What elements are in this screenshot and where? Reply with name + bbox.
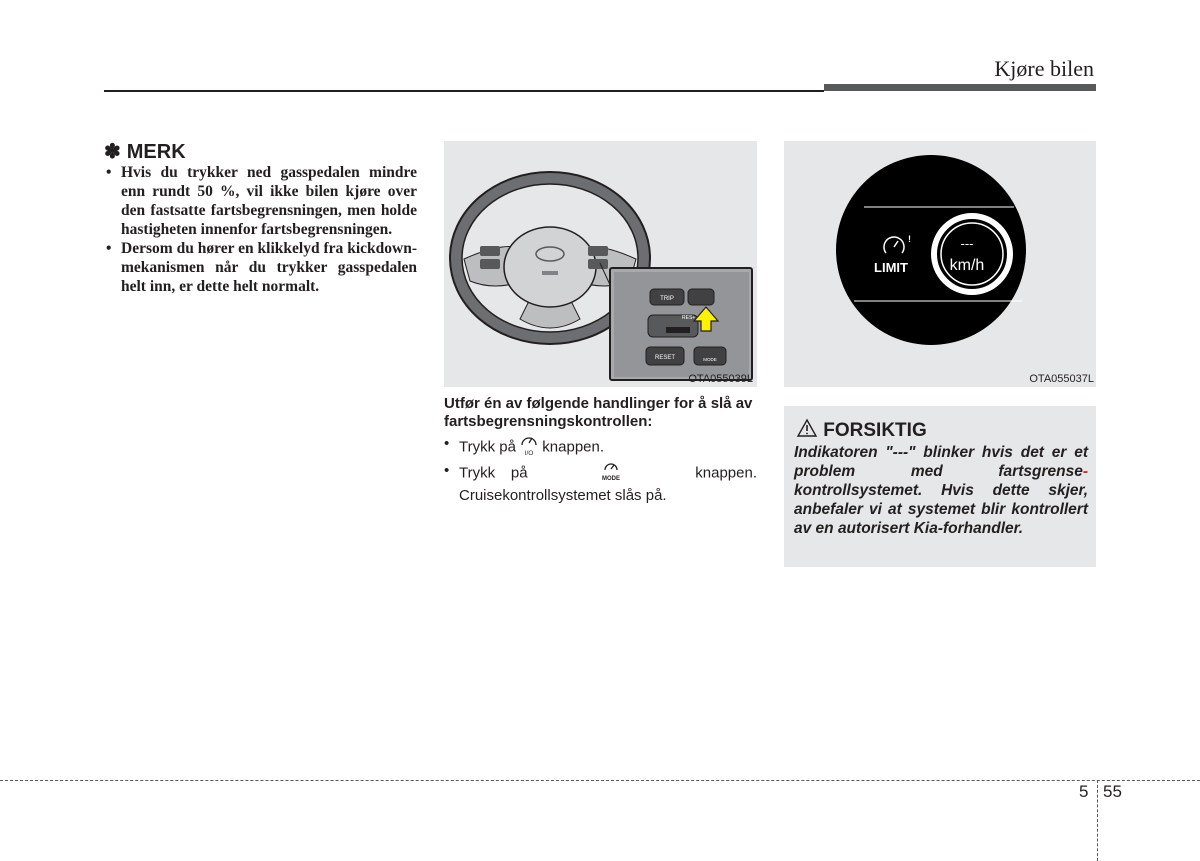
instructions-heading: Utfør én av følgende handlinger for å slå av fartsbegrensningskontrollen: — [444, 395, 753, 430]
speed-unit: km/h — [949, 257, 985, 274]
caution-hyphen: - — [1082, 463, 1088, 480]
instruction-text: Trykk på — [459, 438, 516, 456]
note-star-icon: ✽ — [104, 141, 121, 163]
warning-triangle-icon — [796, 418, 818, 444]
caution-text-part: Indikatoren "---" blinker hvis det er et problem med fartsgrense — [794, 444, 1088, 480]
caution-text-part: kontrollsystemet. Hvis dette skjer, anbefaler vi at systemet blir kontrollert av en autorisert Kia-forhandler. — [794, 482, 1088, 537]
trip-button-label: TRIP — [660, 296, 674, 302]
svg-text:MODE: MODE — [602, 476, 621, 481]
caution-title — [796, 418, 927, 444]
footer-rule — [0, 780, 1200, 781]
speed-readout: --- — [960, 236, 974, 251]
svg-text:!: ! — [908, 234, 911, 244]
mode-button-label: MODE — [703, 357, 717, 362]
instructions-list — [444, 434, 757, 505]
instruction-text: knappen. — [542, 438, 605, 456]
mode-button-icon — [599, 461, 623, 486]
figure-code: OTA055037L — [1029, 373, 1094, 385]
caution-title-text: FORSIKTIG — [823, 420, 927, 442]
limit-io-button-icon — [520, 434, 538, 461]
header-rule-accent — [824, 84, 1096, 91]
reset-button-label: RESET — [654, 355, 676, 361]
instruction-item — [444, 434, 757, 461]
header-rule — [104, 90, 824, 92]
instruction-text: knappen. Cruisekontrollsystemet slås på. — [459, 464, 757, 504]
limit-display-illustration — [784, 141, 1096, 387]
instruction-text: Trykk på — [459, 464, 528, 482]
note-item: • Dersom du hører en klikkelyd fra kickdown-mekanismen når du trykker gasspedalen helt inn, er dette helt normalt. — [104, 239, 417, 296]
svg-text:I/O: I/O — [524, 450, 534, 456]
cluster-display-figure — [784, 141, 1096, 387]
limit-label: LIMIT — [874, 260, 908, 275]
steering-wheel-illustration — [444, 141, 757, 387]
section-number: 5 — [1079, 782, 1089, 801]
caution-text — [794, 443, 1088, 538]
instruction-item — [444, 461, 757, 505]
figure-code: OTA055039L — [688, 373, 753, 385]
note-item: • Hvis du trykker ned gasspedalen mindre enn rundt 50 %, vil ikke bilen kjøre over den fastsatte fartsbegrensningen, men holde hastigheten innenfor fartsbegrensningen. — [104, 163, 417, 239]
note-list — [104, 163, 417, 296]
note-title-text: MERK — [126, 141, 186, 163]
section-title: Kjøre bilen — [994, 56, 1094, 81]
steering-wheel-figure — [444, 141, 757, 387]
page-number: 55 — [1103, 782, 1122, 801]
res-button-label: RES+ — [682, 315, 696, 321]
footer-divider — [1097, 780, 1098, 861]
note-title — [104, 139, 186, 164]
